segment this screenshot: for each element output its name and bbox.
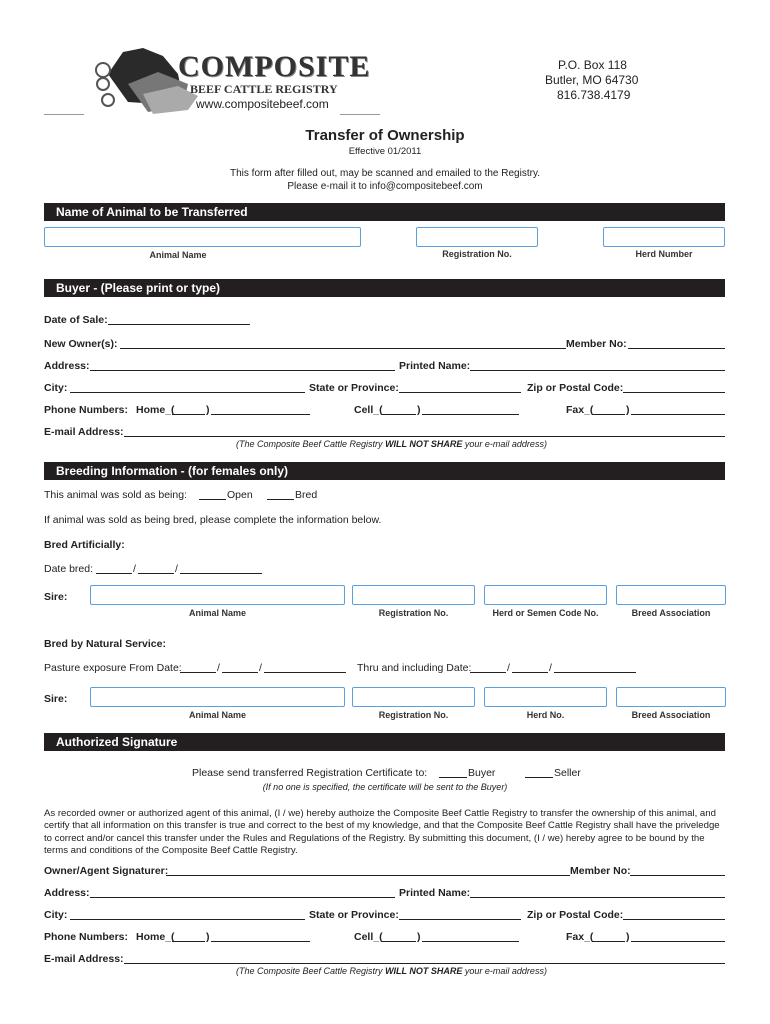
date-bred-day[interactable]	[138, 563, 174, 574]
send-to-buyer-line[interactable]	[439, 767, 467, 778]
sig-address-field[interactable]	[90, 887, 395, 898]
sig-member-no-label: Member No:	[570, 865, 631, 877]
date-of-sale-field[interactable]	[108, 314, 250, 325]
logo-divider-right	[340, 114, 380, 115]
herd-number-input[interactable]	[603, 227, 725, 247]
fax-area-field[interactable]	[592, 404, 625, 415]
ai-breed-assoc-label: Breed Association	[631, 608, 711, 618]
sig-city-field[interactable]	[70, 909, 305, 920]
pasture-from-month[interactable]	[180, 662, 216, 673]
privacy-suffix: your e-mail address)	[462, 439, 547, 449]
send-to-seller-label: Seller	[554, 767, 581, 779]
member-no-label: Member No:	[566, 338, 627, 350]
thru-label: Thru and including Date:	[357, 662, 472, 674]
cell-phone-field[interactable]	[422, 404, 519, 415]
sig-phone-numbers-label: Phone Numbers:	[44, 931, 129, 943]
section-header-animal: Name of Animal to be Transferred	[44, 203, 725, 221]
sig-printed-name-label: Printed Name:	[399, 887, 471, 899]
sig-fax-area-field[interactable]	[592, 931, 625, 942]
home-label: Home_(	[136, 404, 175, 416]
pasture-slash-1: /	[217, 662, 220, 674]
privacy-bold: WILL NOT SHARE	[385, 439, 463, 449]
date-bred-label: Date bred:	[44, 563, 94, 575]
cell-paren: )	[417, 404, 421, 416]
default-buyer-note: (If no one is specified, the certificate will be sent to the Buyer)	[262, 782, 508, 792]
state-field[interactable]	[399, 382, 521, 393]
ns-registration-label: Registration No.	[378, 710, 449, 720]
logo-divider-left	[44, 114, 84, 115]
printed-name-label: Printed Name:	[399, 360, 471, 372]
address-line2: Butler, MO 64730	[545, 73, 639, 87]
date-bred-month[interactable]	[96, 563, 132, 574]
animal-name-label: Animal Name	[149, 250, 207, 260]
ns-sire-herd-input[interactable]	[484, 687, 607, 707]
sig-privacy-prefix: (The Composite Beef Cattle Registry	[236, 966, 386, 976]
sig-home-area-field[interactable]	[172, 931, 205, 942]
thru-slash-1: /	[507, 662, 510, 674]
sig-printed-name-field[interactable]	[470, 887, 725, 898]
natural-service-label: Bred by Natural Service:	[44, 638, 166, 650]
ai-registration-label: Registration No.	[378, 608, 449, 618]
thru-year[interactable]	[554, 662, 636, 673]
address-line1: P.O. Box 118	[558, 58, 627, 72]
email-field[interactable]	[124, 426, 725, 437]
zip-field[interactable]	[623, 382, 725, 393]
ns-sire-breed-assoc-input[interactable]	[616, 687, 726, 707]
sig-city-label: City:	[44, 909, 68, 921]
section-header-signature: Authorized Signature	[44, 733, 725, 751]
city-label: City:	[44, 382, 68, 394]
sig-home-label: Home_(	[136, 931, 175, 943]
section-header-buyer: Buyer - (Please print or type)	[44, 279, 725, 297]
registration-no-label: Registration No.	[442, 249, 512, 259]
sig-state-field[interactable]	[399, 909, 521, 920]
open-label: Open	[227, 489, 253, 501]
thru-slash-2: /	[549, 662, 552, 674]
sig-cell-area-field[interactable]	[381, 931, 416, 942]
home-area-field[interactable]	[172, 404, 205, 415]
address-field[interactable]	[90, 360, 395, 371]
ns-sire-name-input[interactable]	[90, 687, 345, 707]
effective-date: Effective 01/2011	[348, 146, 422, 157]
sire-label-natural: Sire:	[44, 693, 68, 705]
ns-sire-registration-input[interactable]	[352, 687, 475, 707]
open-checkbox-line[interactable]	[199, 489, 226, 500]
date-of-sale-label: Date of Sale:	[44, 314, 108, 326]
sig-privacy-bold: WILL NOT SHARE	[385, 966, 463, 976]
ns-breed-assoc-label: Breed Association	[631, 710, 711, 720]
date-slash-2: /	[175, 563, 178, 575]
if-bred-note: If animal was sold as being bred, please complete the information below.	[44, 514, 382, 526]
ai-animal-name-label: Animal Name	[188, 608, 247, 618]
sig-fax-paren: )	[626, 931, 630, 943]
thru-day[interactable]	[512, 662, 548, 673]
pasture-slash-2: /	[259, 662, 262, 674]
send-to-buyer-label: Buyer	[468, 767, 496, 779]
thru-month[interactable]	[470, 662, 506, 673]
ai-sire-name-input[interactable]	[90, 585, 345, 605]
date-bred-year[interactable]	[180, 563, 262, 574]
send-to-seller-line[interactable]	[525, 767, 553, 778]
privacy-note	[236, 439, 547, 449]
sig-zip-field[interactable]	[623, 909, 725, 920]
new-owners-label: New Owner(s):	[44, 338, 118, 350]
sig-fax-phone-field[interactable]	[631, 931, 725, 942]
printed-name-field[interactable]	[470, 360, 725, 371]
sig-home-phone-field[interactable]	[211, 931, 310, 942]
sig-email-field[interactable]	[124, 953, 725, 964]
animal-name-input[interactable]	[44, 227, 361, 247]
date-slash-1: /	[133, 563, 136, 575]
member-no-field[interactable]	[628, 338, 725, 349]
cell-label: Cell_(	[354, 404, 383, 416]
sold-as-label: This animal was sold as being:	[44, 489, 187, 501]
fax-label: Fax_(	[566, 404, 594, 416]
address-label: Address:	[44, 360, 90, 372]
city-field[interactable]	[70, 382, 305, 393]
sig-zip-label: Zip or Postal Code:	[527, 909, 624, 921]
home-phone-field[interactable]	[211, 404, 310, 415]
pasture-from-day[interactable]	[222, 662, 258, 673]
logo-title: COMPOSITE	[178, 50, 371, 83]
herd-number-label: Herd Number	[635, 249, 693, 259]
bred-checkbox-line[interactable]	[267, 489, 294, 500]
ns-animal-name-label: Animal Name	[188, 710, 247, 720]
home-paren: )	[206, 404, 210, 416]
cell-area-field[interactable]	[381, 404, 416, 415]
sig-privacy-suffix: your e-mail address)	[462, 966, 547, 976]
state-label: State or Province:	[309, 382, 399, 394]
phone-numbers-label: Phone Numbers:	[44, 404, 129, 416]
sig-address-label: Address:	[44, 887, 90, 899]
instructions-1: This form after filled out, may be scanned and emailed to the Registry.	[230, 168, 540, 179]
ns-herd-label: Herd No.	[526, 710, 565, 720]
pasture-from-year[interactable]	[264, 662, 346, 673]
zip-label: Zip or Postal Code:	[527, 382, 624, 394]
sig-email-label: E-mail Address:	[44, 953, 124, 965]
fax-paren: )	[626, 404, 630, 416]
new-owners-field[interactable]	[120, 338, 566, 349]
ai-herd-semen-label: Herd or Semen Code No.	[492, 608, 599, 618]
sig-privacy-note	[236, 966, 547, 976]
phone: 816.738.4179	[557, 88, 631, 102]
bred-artificially-label: Bred Artificially:	[44, 539, 125, 551]
section-header-breeding: Breeding Information - (for females only)	[44, 462, 725, 480]
privacy-prefix: (The Composite Beef Cattle Registry	[236, 439, 386, 449]
ai-sire-herd-semen-input[interactable]	[484, 585, 607, 605]
ai-sire-breed-assoc-input[interactable]	[616, 585, 726, 605]
sig-cell-paren: )	[417, 931, 421, 943]
instructions-2: Please e-mail it to info@compositebeef.com	[287, 181, 483, 192]
owner-agent-signature-field[interactable]	[166, 865, 570, 876]
sig-home-paren: )	[206, 931, 210, 943]
sig-state-label: State or Province:	[309, 909, 399, 921]
authorization-paragraph: As recorded owner or authorized agent of this animal, (I / we) hereby authoize the Composite Beef Cattle Registry to transfer the ownership of this animal, and certify that all information on this transfer is true and correct to the best of my knowledge, and that the Composite Beef Cattle Registry shall have the priveledge to correct and/or cancel this transfer under the Rules and Regulations of the Registry. By submitting this document, (I / we) hereby agree to be bound by the terms and conditions of the Composite Beef Cattle Registry.	[44, 808, 720, 857]
email-label: E-mail Address:	[44, 426, 124, 438]
bred-label: Bred	[295, 489, 318, 501]
ai-sire-registration-input[interactable]	[352, 585, 475, 605]
sig-member-no-field[interactable]	[630, 865, 725, 876]
pasture-from-label: Pasture exposure From Date:	[44, 662, 182, 674]
registration-no-input[interactable]	[416, 227, 538, 247]
sig-cell-phone-field[interactable]	[422, 931, 519, 942]
logo-subtitle: BEEF CATTLE REGISTRY	[190, 82, 338, 96]
owner-agent-label: Owner/Agent Signaturer:	[44, 865, 169, 877]
website: www.compositebeef.com	[196, 97, 329, 111]
sire-label-ai: Sire:	[44, 591, 68, 603]
sig-fax-label: Fax_(	[566, 931, 594, 943]
send-cert-label: Please send transferred Registration Certificate to:	[192, 767, 428, 779]
page-title: Transfer of Ownership	[305, 127, 465, 144]
sig-cell-label: Cell_(	[354, 931, 383, 943]
fax-phone-field[interactable]	[631, 404, 725, 415]
